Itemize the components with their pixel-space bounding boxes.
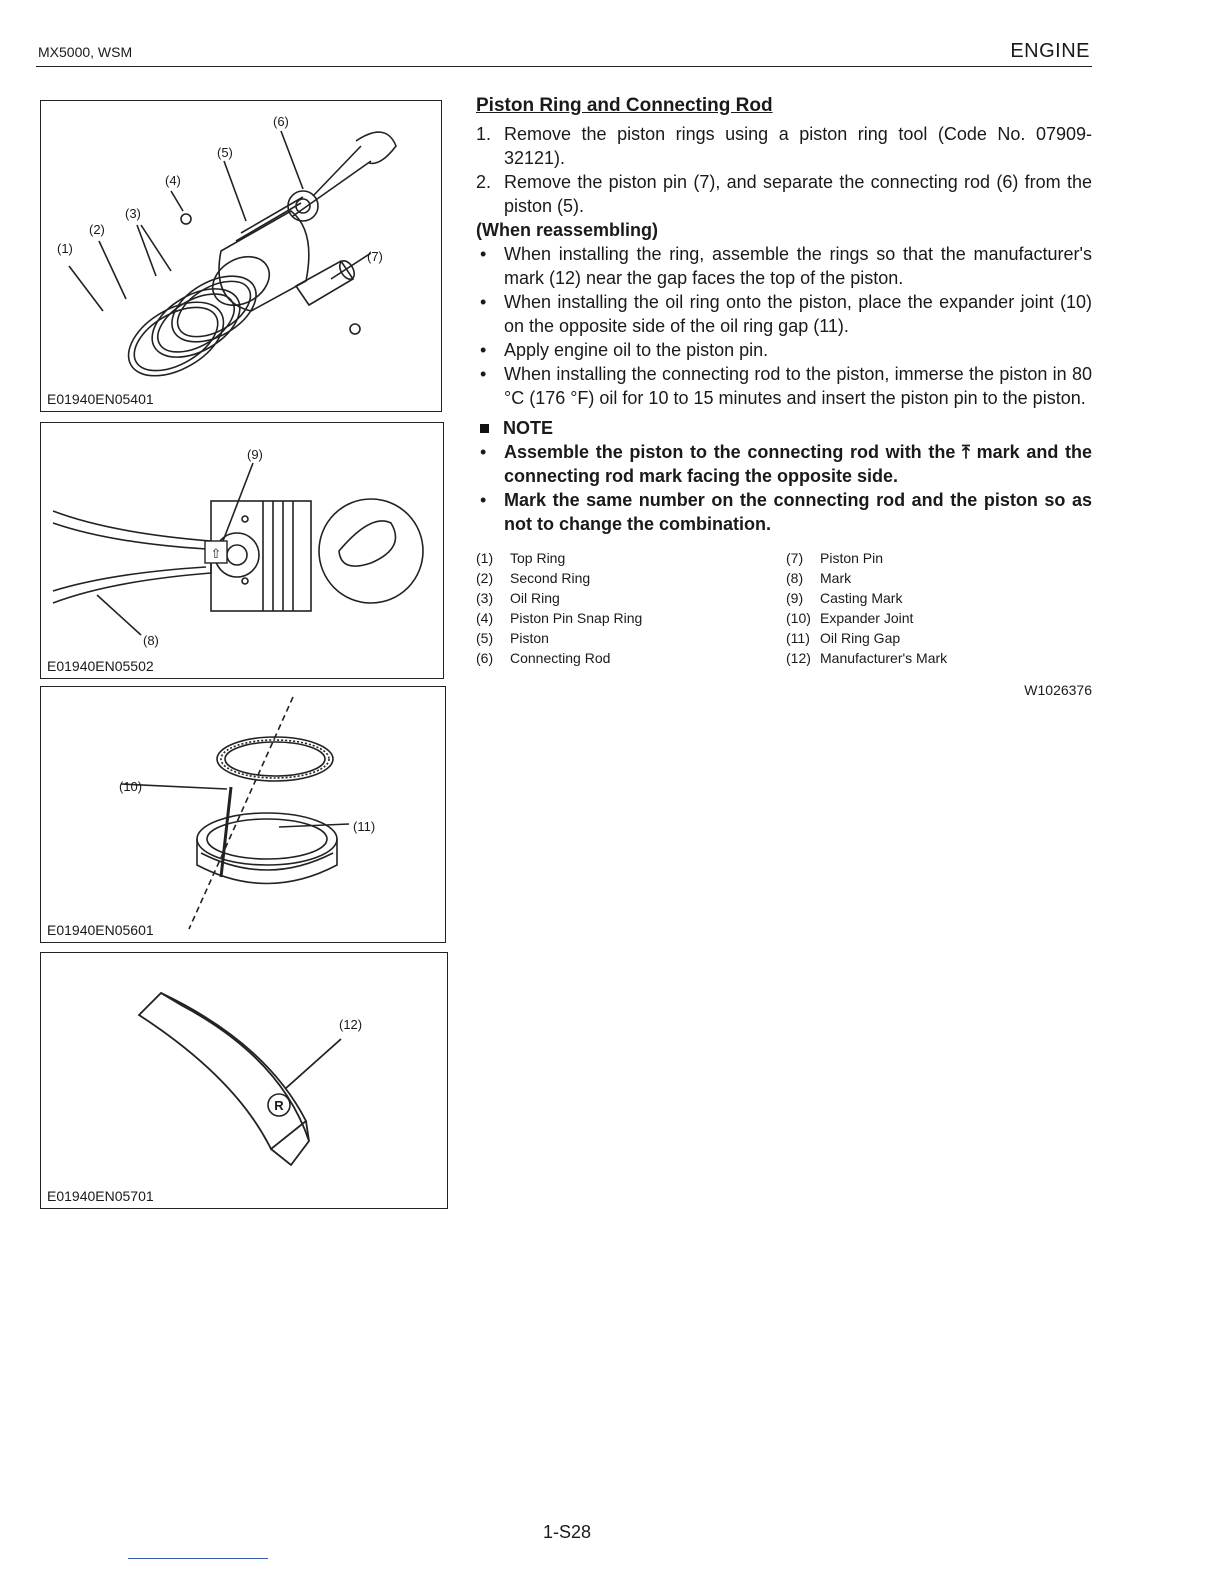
step-2 <box>476 170 1092 218</box>
header-rule <box>36 66 1092 67</box>
callout-9: (9) <box>247 447 263 462</box>
oil-ring-shape <box>197 813 337 865</box>
bullet-item: • When installing the oil ring onto the piston, place the expander joint (10) on the opposite side of the oil ring gap (11). <box>480 292 1092 336</box>
assembly-illustration <box>41 423 443 678</box>
step-number: 2. <box>476 172 492 192</box>
step-number: 1. <box>476 124 492 144</box>
note-item: • Assemble the piston to the connecting rod with the ⤒ mark and the connecting rod mark facing the opposite side. <box>480 442 1092 486</box>
legend-item: (10) Expander Joint <box>786 610 914 626</box>
figure-id: E01940EN05701 <box>47 1188 154 1204</box>
legend-item: (6) Connecting Rod <box>476 650 611 666</box>
legend-column-right <box>782 548 1092 668</box>
legend-item: (1) Top Ring <box>476 550 566 566</box>
figure-id: E01940EN05601 <box>47 922 154 938</box>
callout-4: (4) <box>165 173 181 188</box>
callout-1: (1) <box>57 241 73 256</box>
note-square-icon <box>480 424 489 433</box>
step-text: Remove the piston pin (7), and separate the connecting rod (6) from the piston (5). <box>504 172 1092 216</box>
ring-segment-shape <box>139 993 306 1149</box>
footer-rule <box>128 1558 268 1559</box>
callout-2: (2) <box>89 222 105 237</box>
legend-column-left <box>476 548 782 668</box>
callout-11: (11) <box>353 819 376 834</box>
callout-7: (7) <box>367 249 383 264</box>
header-section-name: ENGINE <box>1010 40 1090 62</box>
parts-legend <box>476 548 1092 668</box>
exploded-piston-illustration <box>41 101 441 411</box>
bullet-item: • When installing the ring, assemble the rings so that the manufacturer's mark (12) near the gap faces the top of the piston. <box>480 244 1092 288</box>
legend-item: (12) Manufacturer's Mark <box>786 650 948 666</box>
bullet-item: • When installing the connecting rod to the piston, immerse the piston in 80 °C (176 °F) oil for 10 to 15 minutes and insert the piston pin to the piston. <box>480 364 1092 408</box>
callout-6: (6) <box>273 114 289 129</box>
legend-item: (11) Oil Ring Gap <box>786 630 901 646</box>
callout-5: (5) <box>217 145 233 160</box>
note-heading: NOTE <box>476 416 1092 440</box>
oil-ring-shape <box>161 263 268 356</box>
ring-mark-letter: R <box>274 1098 284 1113</box>
mark-symbol: ⇧ <box>210 546 222 561</box>
piston-pin-shape <box>296 261 353 305</box>
piston-crown-shape <box>319 499 423 603</box>
figure-id: E01940EN05401 <box>47 391 154 407</box>
reassembly-heading: (When reassembling) <box>476 220 659 240</box>
conrod-side-shape <box>53 511 211 603</box>
ring-mark-illustration <box>41 953 447 1208</box>
legend-item: (4) Piston Pin Snap Ring <box>476 610 643 626</box>
callout-12: (12) <box>339 1017 363 1032</box>
callout-3: (3) <box>125 206 141 221</box>
bullet-item: • Apply engine oil to the piston pin. <box>480 340 769 360</box>
figure-oil-ring <box>40 686 446 943</box>
figure-exploded-piston <box>40 100 442 412</box>
callout-10: (10) <box>119 779 143 794</box>
expander-shape <box>217 737 333 781</box>
legend-item: (2) Second Ring <box>476 570 591 586</box>
conrod-big-end <box>356 132 396 163</box>
step-1 <box>476 122 1092 170</box>
step-text: Remove the piston rings using a piston ring tool (Code No. 07909-32121). <box>504 124 1092 168</box>
callout-8: (8) <box>143 633 159 648</box>
legend-item: (9) Casting Mark <box>786 590 903 606</box>
figure-piston-conrod-assembly <box>40 422 444 679</box>
figure-id: E01940EN05502 <box>47 658 154 674</box>
section-title: Piston Ring and Connecting Rod <box>476 95 773 116</box>
figure-ring-mark <box>40 952 448 1209</box>
page-number: 1-S28 <box>543 1522 592 1542</box>
document-code: W1026376 <box>1024 682 1092 698</box>
oil-ring-illustration <box>41 687 445 942</box>
procedure-text <box>476 94 1092 702</box>
note-item: • Mark the same number on the connecting rod and the piston so as not to change the combination. <box>480 490 1092 534</box>
legend-item: (5) Piston <box>476 630 549 646</box>
header-manual-name: MX5000, WSM <box>38 44 133 60</box>
legend-item: (3) Oil Ring <box>476 590 560 606</box>
legend-item: (7) Piston Pin <box>786 550 884 566</box>
legend-item: (8) Mark <box>786 570 852 586</box>
